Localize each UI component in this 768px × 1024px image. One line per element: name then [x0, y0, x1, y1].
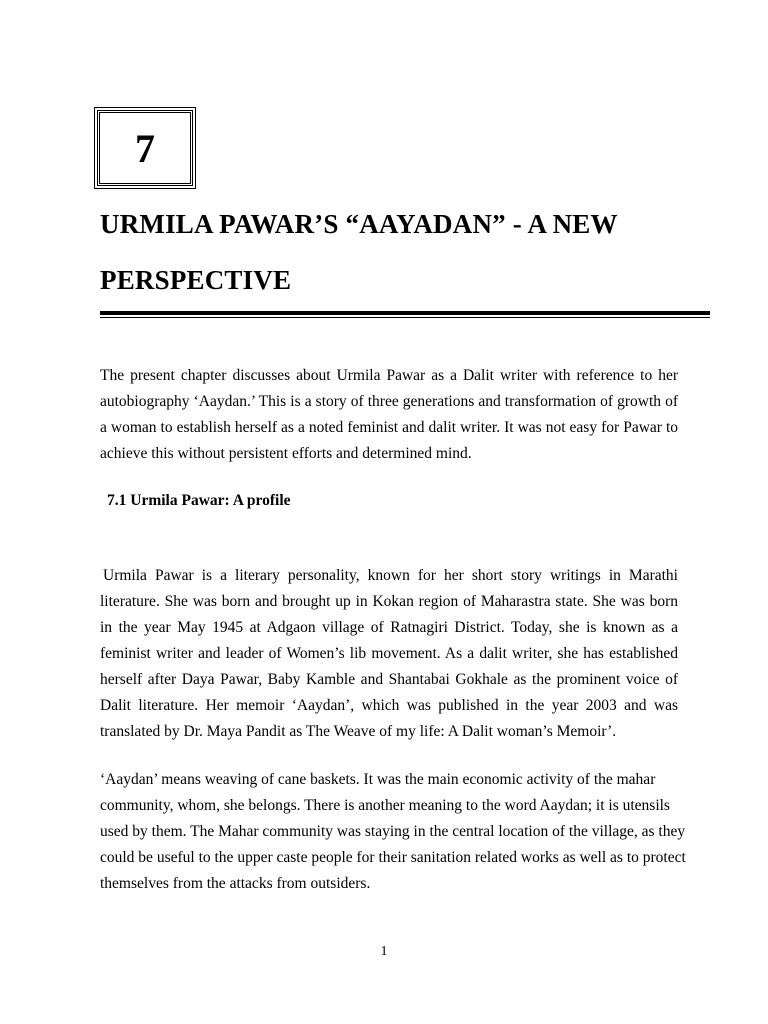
chapter-title: URMILA PAWAR’S “AAYADAN” - A NEW PERSPECTIVE — [100, 209, 618, 295]
page-number: 1 — [380, 944, 388, 959]
section-heading: 7.1 Urmila Pawar: A profile — [107, 492, 291, 509]
intro-paragraph: The present chapter discusses about Urmila Pawar as a Dalit writer with reference to her autobiography ‘Aaydan.’ This is a story of three generations and transformation of growth of a woman to establish herself as a noted feminist and dalit writer. It was not easy for Pawar to achieve this without persistent efforts and determined mind. — [100, 367, 678, 462]
chapter-number: 7 — [135, 125, 155, 171]
aaydan-paragraph: ‘Aaydan’ means weaving of cane baskets. It was the main economic activity of the mahar community, whom, she belongs. There is another meaning to the word Aaydan; it is utensils used by them. The Mahar community was staying in the central location of the village, as they could be useful to the upper caste people for their sanitation related works as well as to protect themselves from the attacks from outsiders. — [100, 771, 686, 892]
title-divider-thin — [100, 317, 710, 318]
profile-paragraph: Urmila Pawar is a literary personality, known for her short story writings in Marathi literature. She was born and brought up in Kokan region of Maharastra state. She was born in the year May 1945 at Adgaon village of Ratnagiri District. Today, she is known as a feminist writer and leader of Women’s lib movement. As a dalit writer, she has established herself after Daya Pawar, Baby Kamble and Shantabai Gokhale as the prominent voice of Dalit literature. Her memoir ‘Aaydan’, which was published in the year 2003 and was translated by Dr. Maya Pandit as The Weave of my life: A Dalit woman’s Memoir’. — [100, 567, 678, 740]
chapter-number-box — [97, 110, 193, 186]
title-divider-thick — [100, 311, 710, 315]
